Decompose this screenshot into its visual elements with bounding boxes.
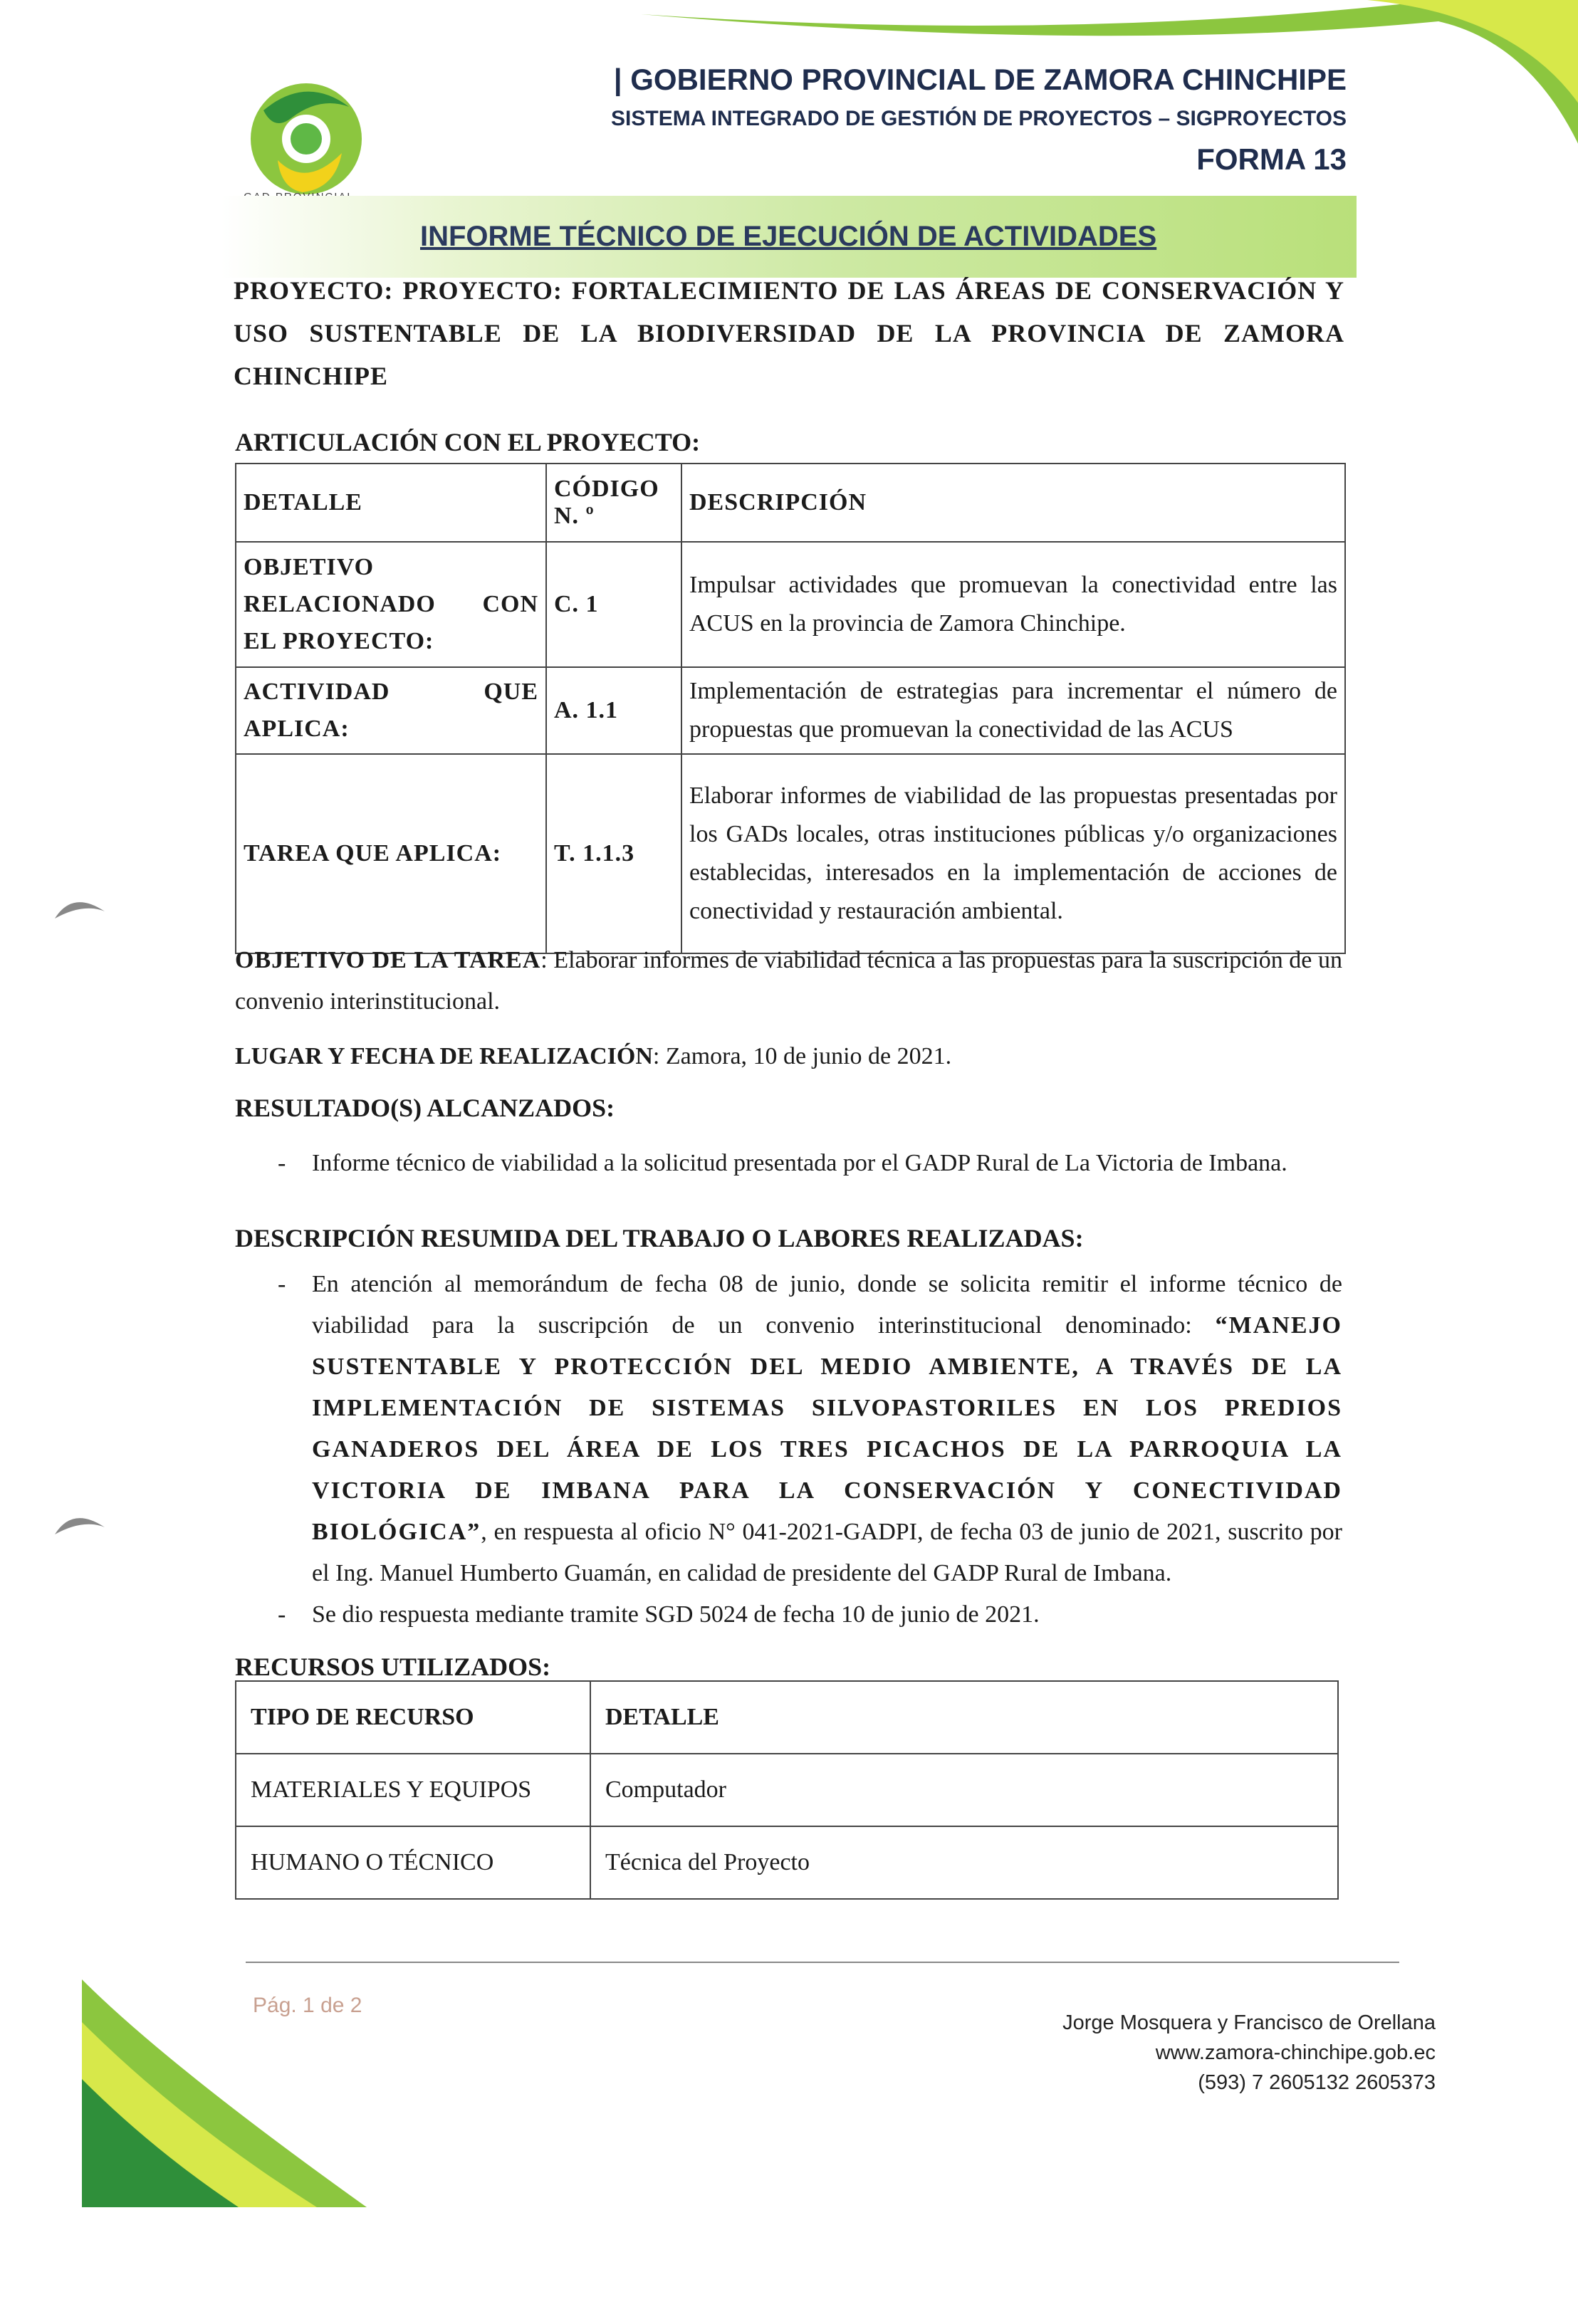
table-row bbox=[236, 542, 1345, 667]
articulation-table bbox=[235, 463, 1346, 954]
list-item bbox=[235, 1264, 1342, 1594]
task-objective-label: OBJETIVO DE LA TAREA bbox=[235, 947, 541, 973]
footer-divider bbox=[246, 1962, 1399, 1963]
table-row bbox=[236, 667, 1345, 754]
list-item: - Se dio respuesta mediante tramite SGD 5024 de fecha 10 de junio de 2021. bbox=[235, 1594, 1342, 1635]
form-number: FORMA 13 bbox=[1196, 142, 1347, 176]
row-detalle: OBJETIVO RELACIONADO CON EL PROYECTO: bbox=[236, 542, 546, 667]
footer-contact bbox=[1008, 2008, 1436, 2098]
summary-item1-pre: En atención al memorándum de fecha 08 de junio, donde se solicita remitir el informe técnico de viabilidad para la suscripción de un convenio interinstitucional denominado: bbox=[312, 1271, 1342, 1339]
header-codigo: CÓDIGO N. º bbox=[546, 464, 681, 542]
header-descripcion: DESCRIPCIÓN bbox=[681, 464, 1345, 542]
footer-website: www.zamora-chinchipe.gob.ec bbox=[1155, 2041, 1436, 2064]
table-row bbox=[236, 1826, 1338, 1899]
row-codigo: C. 1 bbox=[546, 542, 681, 667]
project-name: PROYECTO: PROYECTO: FORTALECIMIENTO DE LAS ÁREAS DE CONSERVACIÓN Y USO SUSTENTABLE DE LA BIODIVERSIDAD DE LA PROVINCIA DE ZAMORA CHINCHIPE bbox=[234, 276, 1344, 390]
summary-item1-post: , en respuesta al oficio N° 041-2021-GADPI, de fecha 03 de junio de 2021, suscrito por el Ing. Manuel Humberto Guamán, en calidad de presidente del GADP Rural de Imbana. bbox=[312, 1519, 1342, 1586]
table-row bbox=[236, 1681, 1338, 1754]
task-objective-text: : Elaborar informes de viabilidad técnica a las propuestas para la suscripción de un convenio interinstitucional. bbox=[235, 947, 1342, 1015]
place-date-label: LUGAR Y FECHA DE REALIZACIÓN bbox=[235, 1043, 653, 1069]
page-number: Pág. 1 de 2 bbox=[253, 1994, 362, 2017]
header-detalle: DETALLE bbox=[590, 1681, 1338, 1754]
table-row bbox=[236, 464, 1345, 542]
task-objective bbox=[235, 940, 1342, 1022]
table-row bbox=[236, 1754, 1338, 1826]
bottom-leaf-decoration bbox=[82, 1979, 367, 2207]
punch-hole-icon bbox=[51, 890, 108, 921]
results-list bbox=[235, 1143, 1342, 1184]
table-row bbox=[236, 754, 1345, 953]
report-title: INFORME TÉCNICO DE EJECUCIÓN DE ACTIVIDADES bbox=[420, 221, 1157, 252]
resource-detail: Técnica del Proyecto bbox=[590, 1826, 1338, 1899]
convenio-name: “MANEJO SUSTENTABLE Y PROTECCIÓN DEL MEDIO AMBIENTE, A TRAVÉS DE LA IMPLEMENTACIÓN DE SISTEMAS SILVOPASTORILES EN LOS PREDIOS GANADEROS DEL ÁREA DE LOS TRES PICACHOS DE LA PARROQUIA LA VICTORIA DE IMBANA PARA LA CONSERVACIÓN Y CONECTIVIDAD BIOLÓGICA” bbox=[312, 1312, 1342, 1545]
header-tipo: TIPO DE RECURSO bbox=[236, 1681, 590, 1754]
results-heading: RESULTADO(S) ALCANZADOS: bbox=[235, 1094, 615, 1122]
row-descripcion: Elaborar informes de viabilidad de las propuestas presentadas por los GADs locales, otras instituciones públicas y/o organizaciones establecidas, interesados en la implementación de acciones de conectividad y restauración ambiental. bbox=[681, 754, 1345, 953]
row-codigo: T. 1.1.3 bbox=[546, 754, 681, 953]
row-descripcion: Implementación de estrategias para incrementar el número de propuestas que promuevan la conectividad de las ACUS bbox=[681, 667, 1345, 754]
header-detalle: DETALLE bbox=[236, 464, 546, 542]
resources-table bbox=[235, 1680, 1339, 1900]
articulation-heading: ARTICULACIÓN CON EL PROYECTO: bbox=[235, 428, 701, 456]
row-codigo: A. 1.1 bbox=[546, 667, 681, 754]
row-detalle: TAREA QUE APLICA: bbox=[236, 754, 546, 953]
resource-type: MATERIALES Y EQUIPOS bbox=[236, 1754, 590, 1826]
place-date-text: : Zamora, 10 de junio de 2021. bbox=[652, 1043, 952, 1069]
summary-list bbox=[235, 1264, 1342, 1635]
list-item: - Informe técnico de viabilidad a la solicitud presentada por el GADP Rural de La Victoria de Imbana. bbox=[235, 1143, 1342, 1184]
resource-detail: Computador bbox=[590, 1754, 1338, 1826]
government-name: | GOBIERNO PROVINCIAL DE ZAMORA CHINCHIPE bbox=[613, 63, 1347, 96]
place-date bbox=[235, 1036, 1342, 1077]
summary-heading: DESCRIPCIÓN RESUMIDA DEL TRABAJO O LABORES REALIZADAS: bbox=[235, 1224, 1084, 1252]
footer-phone: (593) 7 2605132 2605373 bbox=[1198, 2071, 1436, 2094]
row-descripcion: Impulsar actividades que promuevan la conectividad entre las ACUS en la provincia de Zamora Chinchipe. bbox=[681, 542, 1345, 667]
resource-type: HUMANO O TÉCNICO bbox=[236, 1826, 590, 1899]
row-detalle: ACTIVIDAD QUE APLICA: bbox=[236, 667, 546, 754]
resources-heading: RECURSOS UTILIZADOS: bbox=[235, 1653, 551, 1681]
system-name: SISTEMA INTEGRADO DE GESTIÓN DE PROYECTOS – SIGPROYECTOS bbox=[611, 107, 1347, 130]
punch-hole-icon bbox=[51, 1506, 108, 1537]
footer-address: Jorge Mosquera y Francisco de Orellana bbox=[1062, 2011, 1436, 2034]
